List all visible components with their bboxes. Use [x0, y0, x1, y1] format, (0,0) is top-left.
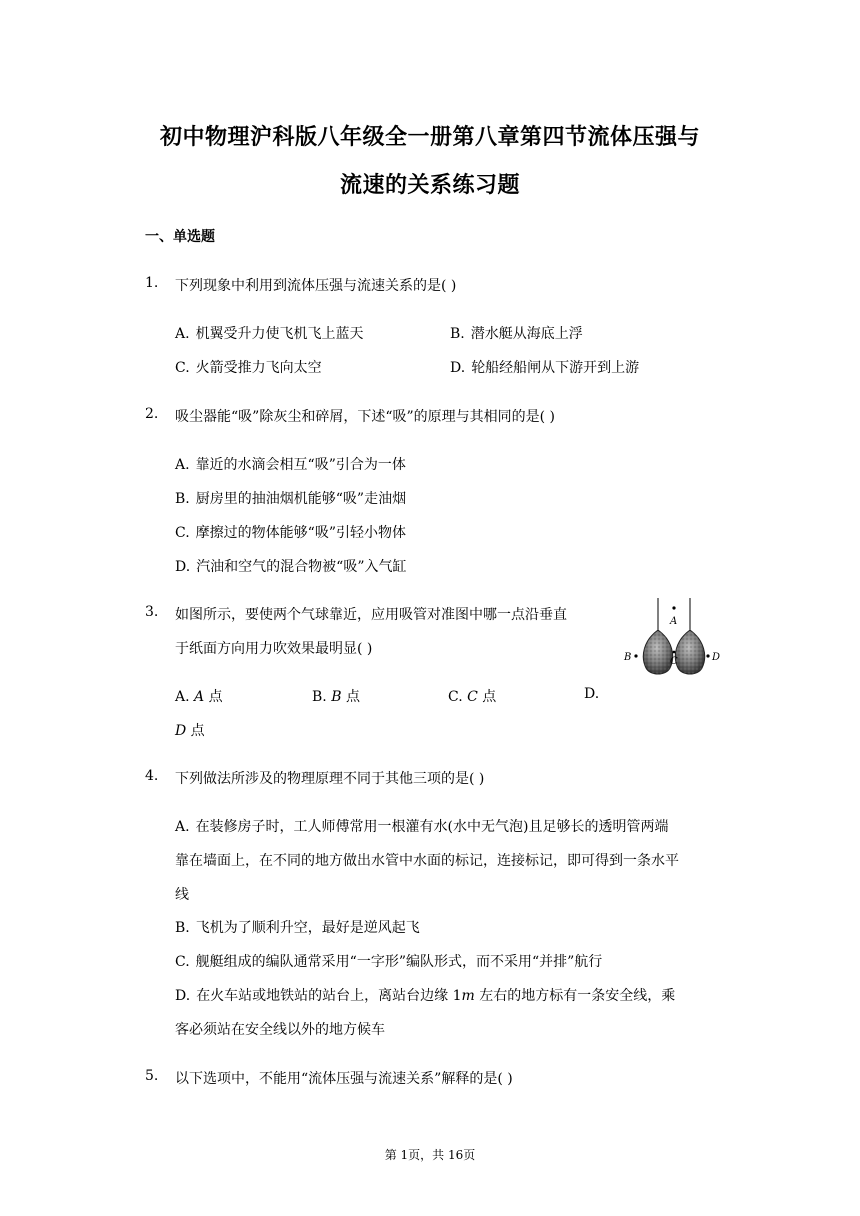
question-4-option-c: [175, 951, 602, 971]
page-footer: 第 1页，共 16页: [384, 1148, 476, 1162]
option-label: B.: [312, 689, 327, 705]
option-label: A.: [175, 689, 190, 705]
question-2-text: 吸尘器能“吸”除灰尘和碎屑，下述“吸”的原理与其相同的是( ): [175, 409, 556, 425]
question-5-text: 以下选项中，不能用“流体压强与流速关系”解释的是( ): [175, 1071, 513, 1087]
option-label: D.: [450, 360, 466, 376]
question-2-option-a: [175, 454, 406, 474]
question-4-number: 4.: [145, 768, 159, 784]
option-text: 靠近的水滴会相互“吸”引合为一体: [195, 457, 406, 473]
option-text: 机翼受升力使飞机飞上蓝天: [195, 326, 364, 342]
question-1-text: 下列现象中利用到流体压强与流速关系的是( ): [175, 278, 457, 294]
point-b-label: B: [624, 652, 632, 663]
right-balloon: [675, 630, 704, 674]
point-c-label: C: [670, 656, 678, 667]
option-text: 舰艇组成的编队通常采用“一字形”编队形式，而不采用“并排”航行: [195, 954, 603, 970]
question-2-option-b: [175, 488, 406, 508]
balloons-figure: [614, 598, 734, 680]
option-label: C.: [175, 525, 190, 541]
question-3-text-line2: 于纸面方向用力吹效果最明显( ): [175, 641, 373, 657]
option-label: D.: [175, 988, 191, 1004]
option-label: C.: [448, 689, 463, 705]
option-text: 点: [477, 689, 497, 705]
section-heading: 一、单选题: [145, 229, 215, 245]
question-3-option-d-text: [175, 720, 205, 740]
question-4-option-d-line2: 客必须站在安全线以外的地方候车: [175, 1022, 385, 1038]
option-label: A.: [175, 457, 190, 473]
point-a-dot: [672, 606, 675, 609]
question-1-option-a: [175, 323, 364, 343]
option-text: 在装修房子时，工人师傅常用一根灌有水(水中无气泡)且足够长的透明管两端: [195, 819, 669, 835]
option-label: D.: [175, 559, 191, 575]
point-d-dot: [706, 654, 709, 657]
point-a-label: A: [670, 616, 678, 627]
option-text: 厨房里的抽油烟机能够“吸”走油烟: [195, 491, 407, 507]
option-label: B.: [175, 491, 190, 507]
option-text: 轮船经船闸从下游开到上游: [471, 360, 640, 376]
option-variable: A: [194, 689, 205, 705]
option-text: 飞机为了顺利升空，最好是逆风起飞: [195, 920, 420, 936]
option-label: A.: [175, 326, 190, 342]
point-c-dot: [673, 651, 676, 654]
option-label: C.: [175, 360, 190, 376]
point-b-dot: [634, 654, 637, 657]
question-4-option-b: [175, 917, 420, 937]
option-text: 左右的地方标有一条安全线，乘: [474, 988, 676, 1004]
option-text: 点: [186, 723, 205, 739]
question-4-option-a-line2: 靠在墙面上，在不同的地方做出水管中水面的标记，连接标记，即可得到一条水平: [175, 853, 679, 869]
question-5-number: 5.: [145, 1068, 159, 1084]
option-variable: D: [175, 723, 187, 739]
question-4-option-a-line1: [175, 816, 668, 836]
question-3-option-b: [312, 686, 360, 706]
option-label: C.: [175, 954, 190, 970]
question-3-option-c: [448, 686, 496, 706]
unit-meter: m: [461, 988, 475, 1004]
option-text: 汽油和空气的混合物被“吸”入气缸: [196, 559, 407, 575]
question-3-number: 3.: [145, 604, 159, 620]
question-1-number: 1.: [145, 275, 159, 291]
option-label: B.: [450, 326, 465, 342]
question-4-text: 下列做法所涉及的物理原理不同于其他三项的是( ): [175, 771, 485, 787]
option-text: 点: [204, 689, 223, 705]
question-2-number: 2.: [145, 406, 159, 422]
option-variable: B: [331, 689, 342, 705]
option-text: 在火车站或地铁站的站台上，离站台边缘 1: [196, 988, 462, 1004]
question-3-text-line1: 如图所示，要使两个气球靠近，应用吸管对准图中哪一点沿垂直: [175, 607, 567, 623]
question-1-option-c: [175, 357, 322, 377]
question-1-option-b: [450, 323, 583, 343]
option-label: A.: [175, 819, 190, 835]
option-text: 摩擦过的物体能够“吸”引轻小物体: [195, 525, 406, 541]
question-3-option-d-label: D.: [584, 686, 600, 702]
option-text: 潜水艇从海底上浮: [470, 326, 583, 342]
question-4-option-d-line1: [175, 985, 675, 1005]
question-2-option-d: [175, 556, 407, 576]
option-text: 火箭受推力飞向太空: [195, 360, 322, 376]
point-d-label: D: [712, 652, 721, 663]
question-4-option-a-line3: 线: [175, 887, 189, 903]
question-2-option-c: [175, 522, 406, 542]
option-variable: C: [467, 689, 478, 705]
page-title-line1: 初中物理沪科版八年级全一册第八章第四节流体压强与: [159, 125, 700, 150]
option-label: B.: [175, 920, 190, 936]
question-1-option-d: [450, 357, 639, 377]
option-text: 点: [341, 689, 360, 705]
page-title-line2: 流速的关系练习题: [339, 173, 520, 198]
question-3-option-a: [175, 686, 223, 706]
left-balloon: [643, 630, 672, 674]
